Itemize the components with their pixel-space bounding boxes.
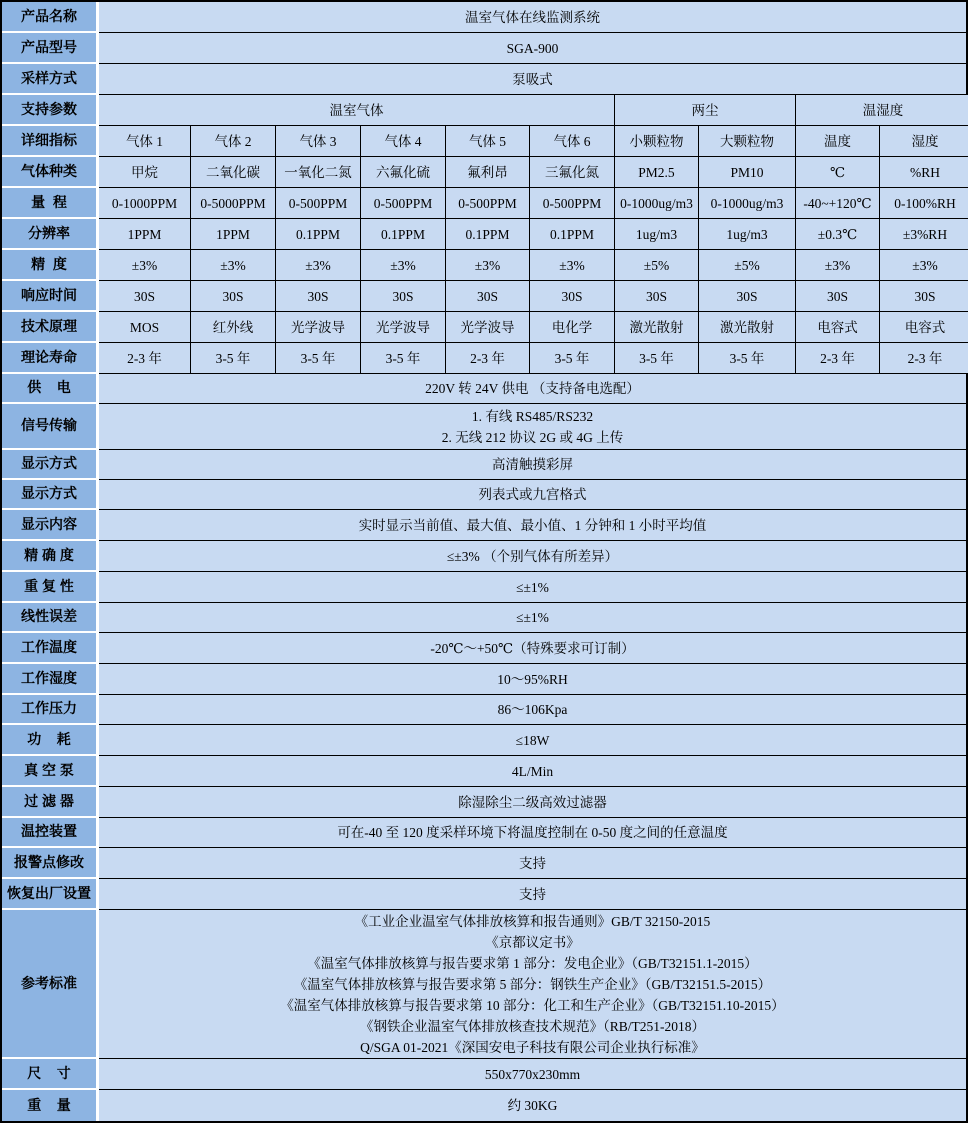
spec-cell: 30S: [190, 281, 275, 311]
row-cells: [99, 818, 966, 848]
row-cells: [99, 1059, 966, 1090]
row-header: 供 电: [2, 374, 99, 404]
spec-cell: 1ug/m3: [614, 219, 698, 249]
row-header: 分辨率: [2, 219, 99, 250]
row-cells: [99, 250, 968, 281]
table-row: [2, 848, 966, 879]
spec-cell: 3-5 年: [529, 343, 614, 373]
row-cells: [99, 157, 968, 188]
spec-cell: 0-500PPM: [445, 188, 529, 218]
row-cells: [99, 572, 966, 603]
row-header: 技术原理: [2, 312, 99, 343]
spec-line: -20℃～+50℃（特殊要求可订制）: [430, 640, 635, 656]
spec-cell: ±3%: [131, 257, 158, 273]
spec-value: [99, 664, 966, 694]
spec-cell: ±3%: [445, 250, 529, 280]
table-row: [2, 1090, 966, 1121]
spec-line: 温室气体在线监测系统: [465, 9, 600, 25]
spec-cell: 甲烷: [131, 164, 158, 180]
spec-value: [99, 603, 966, 632]
row-header: 功 耗: [2, 725, 99, 756]
spec-cell: 2-3 年: [879, 343, 968, 373]
row-header: 恢复出厂设置: [2, 879, 99, 910]
row-header: 精 度: [2, 250, 99, 281]
row-cells: [99, 1090, 966, 1121]
row-cells: [99, 664, 966, 695]
spec-line: 《温室气体排放核算与报告要求第 5 部分：钢铁生产企业》（GB/T32151.5-2015）: [293, 976, 772, 992]
spec-cell: 30S: [795, 281, 879, 311]
row-header: 尺 寸: [2, 1059, 99, 1090]
row-cells: [99, 126, 968, 157]
spec-cell: 大颗粒物: [698, 126, 795, 156]
row-cells: [99, 541, 966, 572]
spec-cell: 1PPM: [127, 226, 162, 242]
spec-cell: 0.1PPM: [360, 219, 445, 249]
row-header: 工作温度: [2, 633, 99, 664]
spec-cell: ±3%: [190, 250, 275, 280]
spec-cell: 0-500PPM: [360, 188, 445, 218]
spec-value: [99, 725, 966, 755]
row-cells: [99, 725, 966, 756]
spec-cell: 30S: [529, 281, 614, 311]
spec-line: 《工业企业温室气体排放核算和报告通则》GB/T 32150-2015: [354, 913, 711, 929]
row-header: 产品名称: [2, 2, 99, 33]
spec-cell: ±0.3℃: [795, 219, 879, 249]
row-cells: [99, 2, 966, 33]
row-cells: [99, 450, 966, 480]
spec-value: [99, 541, 966, 571]
row-header: 理论寿命: [2, 343, 99, 374]
table-row: [2, 510, 966, 541]
spec-cell: 0-100%RH: [879, 188, 968, 218]
table-row: [2, 541, 966, 572]
spec-value: [99, 374, 966, 403]
table-row: [2, 64, 966, 95]
table-row: [2, 633, 966, 664]
table-row: [2, 818, 966, 848]
table-row: [2, 157, 966, 188]
row-header: 显示方式: [2, 450, 99, 480]
row-cells: [99, 95, 968, 126]
row-cells: [99, 695, 966, 725]
spec-cell: 气体 2: [190, 126, 275, 156]
spec-value: [99, 1059, 966, 1089]
spec-line: 《京都议定书》: [485, 934, 580, 950]
table-row: [2, 374, 966, 404]
spec-cell: 30S: [698, 281, 795, 311]
spec-cell: ±3%: [360, 250, 445, 280]
spec-value: [99, 33, 966, 63]
table-row: [2, 450, 966, 480]
spec-line: 《钢铁企业温室气体排放核查技术规范》（RB/T251-2018）: [359, 1018, 705, 1034]
spec-line: 实时显示当前值、最大值、最小值、1 分钟和 1 小时平均值: [358, 517, 707, 533]
row-header: 重 复 性: [2, 572, 99, 603]
spec-line: ≤±1%: [516, 610, 549, 625]
row-header: 显示内容: [2, 510, 99, 541]
spec-cell: 0-500PPM: [275, 188, 360, 218]
row-cells: [99, 404, 966, 450]
spec-cell: 二氧化碳: [190, 157, 275, 187]
spec-line: 泵吸式: [512, 71, 553, 87]
row-cells: [99, 343, 968, 374]
spec-cell: ℃: [795, 157, 879, 187]
row-header: 响应时间: [2, 281, 99, 312]
spec-cell: 2-3 年: [127, 350, 162, 366]
row-cells: [99, 879, 966, 910]
spec-cell: 0-1000ug/m3: [614, 188, 698, 218]
spec-cell: PM2.5: [614, 157, 698, 187]
spec-cell: 0-5000PPM: [190, 188, 275, 218]
spec-cell: 一氧化二氮: [275, 157, 360, 187]
spec-cell: ±3%: [795, 250, 879, 280]
spec-cell: 湿度: [879, 126, 968, 156]
spec-value: [99, 879, 966, 909]
spec-cell: 三氟化氮: [529, 157, 614, 187]
row-header: 重 量: [2, 1090, 99, 1121]
table-row: [2, 787, 966, 818]
spec-value: [99, 756, 966, 786]
spec-value: [99, 818, 966, 847]
spec-value: [99, 404, 966, 449]
spec-cell: 30S: [360, 281, 445, 311]
spec-line: ≤18W: [515, 732, 550, 748]
spec-value: [99, 572, 966, 602]
spec-line: 约 30KG: [507, 1098, 558, 1113]
table-row: [2, 343, 966, 374]
row-header: 工作压力: [2, 695, 99, 725]
spec-value: [99, 480, 966, 509]
table-row: [2, 572, 966, 603]
row-cells: [99, 756, 966, 787]
row-cells: [99, 787, 966, 818]
spec-cell: 光学波导: [360, 312, 445, 342]
spec-cell: 30S: [445, 281, 529, 311]
row-header: 产品型号: [2, 33, 99, 64]
group-header-cell: 两尘: [614, 95, 795, 125]
spec-cell: 3-5 年: [614, 343, 698, 373]
table-row: [2, 879, 966, 910]
row-cells: [99, 848, 966, 879]
spec-cell: 温度: [795, 126, 879, 156]
spec-cell: 0.1PPM: [529, 219, 614, 249]
spec-cell: 3-5 年: [275, 343, 360, 373]
spec-line: 86～106Kpa: [497, 702, 568, 717]
table-row: [2, 250, 966, 281]
row-header: 详细指标: [2, 126, 99, 157]
row-header: 支持参数: [2, 95, 99, 126]
spec-cell: 1ug/m3: [698, 219, 795, 249]
spec-line: ≤±1%: [516, 579, 549, 595]
table-row: [2, 126, 966, 157]
spec-line: SGA-900: [506, 40, 559, 56]
spec-cell: ±3%: [879, 250, 968, 280]
table-row: [2, 664, 966, 695]
table-row: [2, 281, 966, 312]
spec-cell: 3-5 年: [190, 343, 275, 373]
spec-cell: 0-1000PPM: [111, 195, 178, 211]
spec-value: [99, 1090, 966, 1121]
row-cells: [99, 281, 968, 312]
row-cells: [99, 510, 966, 541]
spec-value: [99, 450, 966, 479]
spec-cell: 0.1PPM: [445, 219, 529, 249]
row-header: 信号传输: [2, 404, 99, 450]
spec-cell: 3-5 年: [698, 343, 795, 373]
spec-cell: 六氟化硫: [360, 157, 445, 187]
row-header: 采样方式: [2, 64, 99, 95]
row-cells: [99, 910, 966, 1059]
row-cells: [99, 219, 968, 250]
spec-cell: 0-1000ug/m3: [698, 188, 795, 218]
row-cells: [99, 633, 966, 664]
spec-cell: 2-3 年: [445, 343, 529, 373]
spec-value: [99, 510, 966, 540]
spec-cell: 0.1PPM: [275, 219, 360, 249]
spec-cell: 30S: [879, 281, 968, 311]
table-row: [2, 603, 966, 633]
table-row: [2, 695, 966, 725]
table-row: [2, 188, 966, 219]
row-header: 参考标准: [2, 910, 99, 1059]
spec-line: 4L/Min: [511, 763, 554, 779]
row-header: 量 程: [2, 188, 99, 219]
table-row: [2, 910, 966, 1059]
row-cells: [99, 64, 966, 95]
table-row: [2, 756, 966, 787]
spec-cell: 30S: [133, 288, 155, 304]
spec-line: 可在-40 至 120 度采样环境下将温度控制在 0-50 度之间的任意温度: [337, 825, 728, 840]
spec-line: 支持: [519, 886, 546, 902]
spec-line: 除湿除尘二级高效过滤器: [458, 794, 607, 810]
table-row: [2, 33, 966, 64]
spec-cell: 光学波导: [275, 312, 360, 342]
spec-cell: 光学波导: [445, 312, 529, 342]
spec-cell: 激光散射: [698, 312, 795, 342]
spec-cell: 激光散射: [614, 312, 698, 342]
spec-line: 《温室气体排放核算与报告要求第 1 部分：发电企业》（GB/T32151.1-2015）: [307, 955, 758, 971]
spec-line: 10～95%RH: [497, 671, 568, 687]
row-header: 精 确 度: [2, 541, 99, 572]
row-header: 显示方式: [2, 480, 99, 510]
spec-cell: 1PPM: [190, 219, 275, 249]
spec-cell: 氟利昂: [445, 157, 529, 187]
spec-line: Q/SGA 01-2021《深国安电子科技有限公司企业执行标准》: [360, 1039, 705, 1055]
spec-cell: MOS: [129, 319, 160, 335]
spec-cell: 气体 4: [360, 126, 445, 156]
spec-cell: 2-3 年: [795, 343, 879, 373]
row-cells: [99, 312, 968, 343]
spec-cell: 3-5 年: [360, 343, 445, 373]
row-cells: [99, 480, 966, 510]
spec-value: [99, 695, 966, 724]
spec-cell: 小颗粒物: [614, 126, 698, 156]
spec-value: [99, 910, 966, 1058]
spec-line: 550x770x230mm: [484, 1066, 581, 1082]
spec-cell: 红外线: [190, 312, 275, 342]
spec-cell: 0-500PPM: [529, 188, 614, 218]
row-header: 温控装置: [2, 818, 99, 848]
row-header: 报警点修改: [2, 848, 99, 879]
spec-line: 2. 无线 212 协议 2G 或 4G 上传: [441, 429, 624, 445]
spec-cell: ±5%: [614, 250, 698, 280]
row-header: 工作湿度: [2, 664, 99, 695]
table-row: [2, 1059, 966, 1090]
spec-cell: ±3%: [275, 250, 360, 280]
row-cells: [99, 33, 966, 64]
spec-cell: ±3%RH: [879, 219, 968, 249]
spec-cell: 气体 3: [275, 126, 360, 156]
spec-cell: 气体 5: [445, 126, 529, 156]
spec-line: 1. 有线 RS485/RS232: [471, 408, 594, 424]
table-row: [2, 2, 966, 33]
group-header-cell: 温室气体: [329, 102, 384, 118]
spec-value: [99, 2, 966, 32]
spec-cell: ±5%: [698, 250, 795, 280]
spec-cell: 电容式: [879, 312, 968, 342]
spec-value: [99, 633, 966, 663]
spec-cell: -40~+120℃: [795, 188, 879, 218]
table-row: [2, 219, 966, 250]
row-cells: [99, 374, 966, 404]
row-header: 气体种类: [2, 157, 99, 188]
group-header-cell: 温湿度: [795, 95, 968, 125]
spec-line: 支持: [519, 855, 546, 871]
row-header: 真 空 泵: [2, 756, 99, 787]
spec-line: 220V 转 24V 供电 （支持备电选配）: [425, 381, 640, 396]
spec-cell: 30S: [275, 281, 360, 311]
spec-cell: PM10: [698, 157, 795, 187]
table-row: [2, 312, 966, 343]
spec-cell: 30S: [614, 281, 698, 311]
spec-cell: %RH: [879, 157, 968, 187]
table-row: [2, 725, 966, 756]
row-cells: [99, 603, 966, 633]
spec-cell: 电化学: [529, 312, 614, 342]
spec-line: 《温室气体排放核算与报告要求第 10 部分：化工和生产企业》（GB/T32151.10-2015）: [280, 997, 785, 1013]
table-row: [2, 480, 966, 510]
spec-cell: 气体 1: [125, 133, 164, 149]
row-header: 过 滤 器: [2, 787, 99, 818]
spec-line: 高清触摸彩屏: [492, 457, 573, 472]
spec-value: [99, 64, 966, 94]
table-row: [2, 95, 966, 126]
spec-line: 列表式或九宫格式: [478, 487, 587, 502]
spec-value: [99, 787, 966, 817]
spec-cell: 气体 6: [529, 126, 614, 156]
row-header: 线性误差: [2, 603, 99, 633]
table-row: [2, 404, 966, 450]
spec-line: ≤±3% （个别气体有所差异）: [446, 548, 619, 564]
row-cells: [99, 188, 968, 219]
spec-value: [99, 848, 966, 878]
spec-cell: ±3%: [529, 250, 614, 280]
spec-cell: 电容式: [795, 312, 879, 342]
